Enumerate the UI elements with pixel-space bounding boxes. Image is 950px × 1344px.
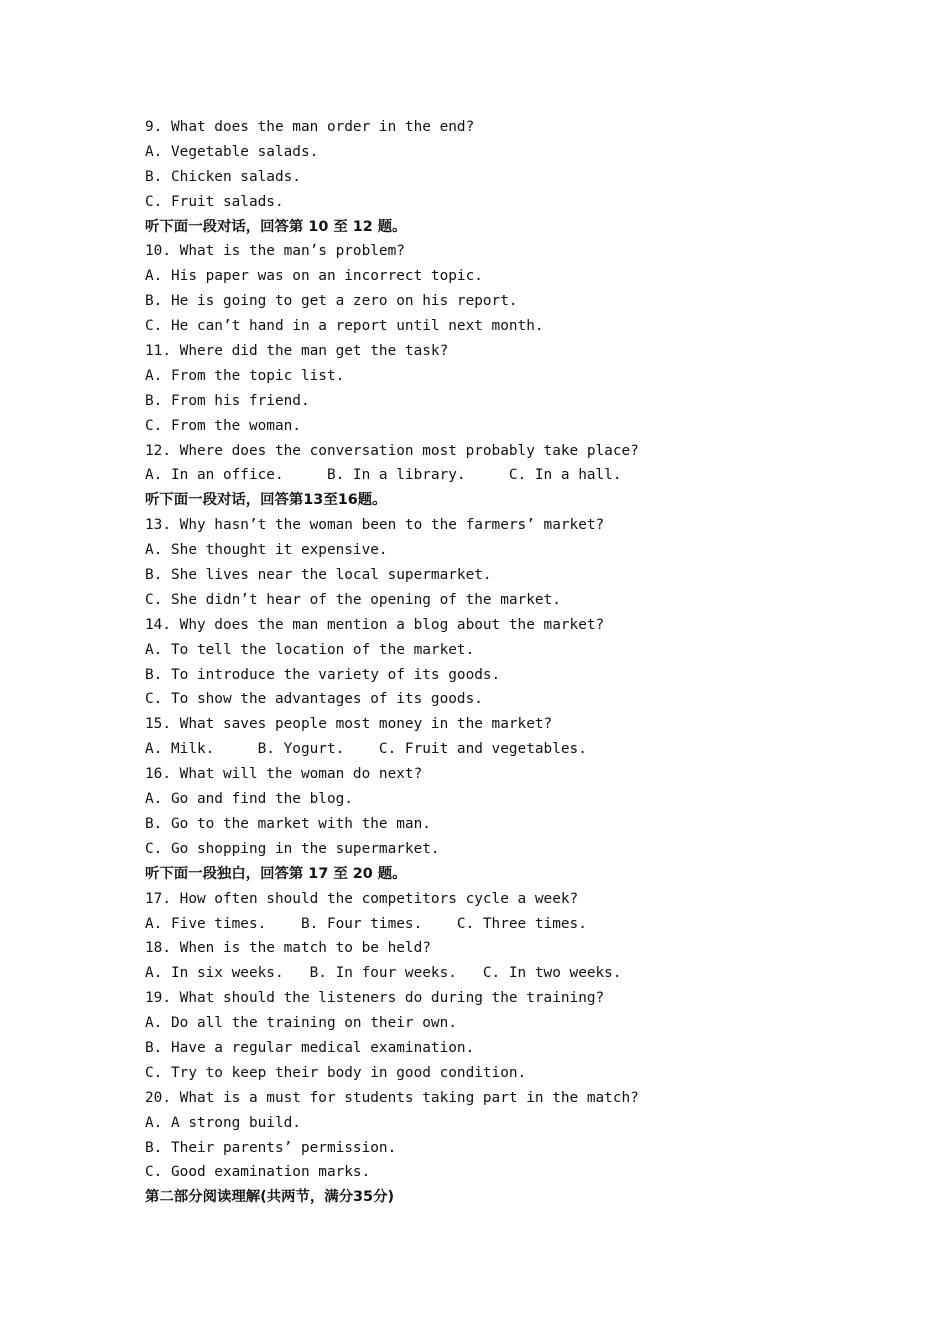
answer-option: B. To introduce the variety of its goods.	[145, 666, 501, 683]
section-heading: 听下面一段独白，回答第 17 至 20 题。	[145, 865, 407, 882]
question-text: 14. Why does the man mention a blog about the market?	[145, 616, 605, 633]
answer-option: B. From his friend.	[145, 392, 310, 409]
section-heading: 第二部分阅读理解(共两节，满分35分)	[145, 1189, 395, 1206]
answer-option: C. Fruit salads.	[145, 193, 284, 210]
document-page	[145, 115, 905, 1210]
section-heading: 听下面一段对话，回答第 10 至 12 题。	[145, 218, 407, 235]
section-heading: 听下面一段对话，回答第13至16题。	[145, 492, 387, 509]
question-text: 15. What saves people most money in the market?	[145, 716, 553, 733]
question-text: 19. What should the listeners do during the training?	[145, 990, 605, 1007]
question-text: 16. What will the woman do next?	[145, 766, 423, 783]
answer-option: B. Their parents’ permission.	[145, 1139, 397, 1156]
answer-option: C. Good examination marks.	[145, 1164, 371, 1181]
answer-option: C. Try to keep their body in good condition.	[145, 1064, 527, 1081]
answer-option: B. Go to the market with the man.	[145, 815, 431, 832]
question-text: 20. What is a must for students taking part in the match?	[145, 1089, 639, 1106]
answer-option: B. Chicken salads.	[145, 168, 301, 185]
question-text: 11. Where did the man get the task?	[145, 343, 449, 360]
question-text: 10. What is the man’s problem?	[145, 243, 405, 260]
answer-option: A. Do all the training on their own.	[145, 1015, 457, 1032]
answer-option: C. She didn’t hear of the opening of the market.	[145, 591, 561, 608]
answer-option: C. From the woman.	[145, 417, 301, 434]
answer-option: C. He can’t hand in a report until next month.	[145, 318, 544, 335]
question-text: 18. When is the match to be held?	[145, 940, 431, 957]
answer-option: A. Vegetable salads.	[145, 143, 319, 160]
question-text: 9. What does the man order in the end?	[145, 119, 475, 135]
answer-option: A. In six weeks. B. In four weeks. C. In two weeks.	[145, 965, 622, 982]
answer-option: B. He is going to get a zero on his report.	[145, 293, 518, 310]
answer-option: B. She lives near the local supermarket.	[145, 567, 492, 584]
answer-option: A. From the topic list.	[145, 367, 345, 384]
answer-option: A. His paper was on an incorrect topic.	[145, 268, 483, 285]
question-text: 13. Why hasn’t the woman been to the farmers’ market?	[145, 517, 605, 534]
answer-option: B. Have a regular medical examination.	[145, 1039, 475, 1056]
answer-option: A. Go and find the blog.	[145, 791, 353, 808]
answer-option: A. In an office. B. In a library. C. In a hall.	[145, 467, 622, 484]
answer-option: A. Milk. B. Yogurt. C. Fruit and vegetables.	[145, 741, 587, 758]
answer-option: C. Go shopping in the supermarket.	[145, 840, 440, 857]
answer-option: A. Five times. B. Four times. C. Three times.	[145, 915, 587, 932]
answer-option: A. She thought it expensive.	[145, 542, 388, 559]
answer-option: A. A strong build.	[145, 1114, 301, 1131]
question-text: 12. Where does the conversation most probably take place?	[145, 442, 639, 459]
question-text: 17. How often should the competitors cycle a week?	[145, 890, 579, 907]
answer-option: A. To tell the location of the market.	[145, 641, 475, 658]
answer-option: C. To show the advantages of its goods.	[145, 691, 483, 708]
